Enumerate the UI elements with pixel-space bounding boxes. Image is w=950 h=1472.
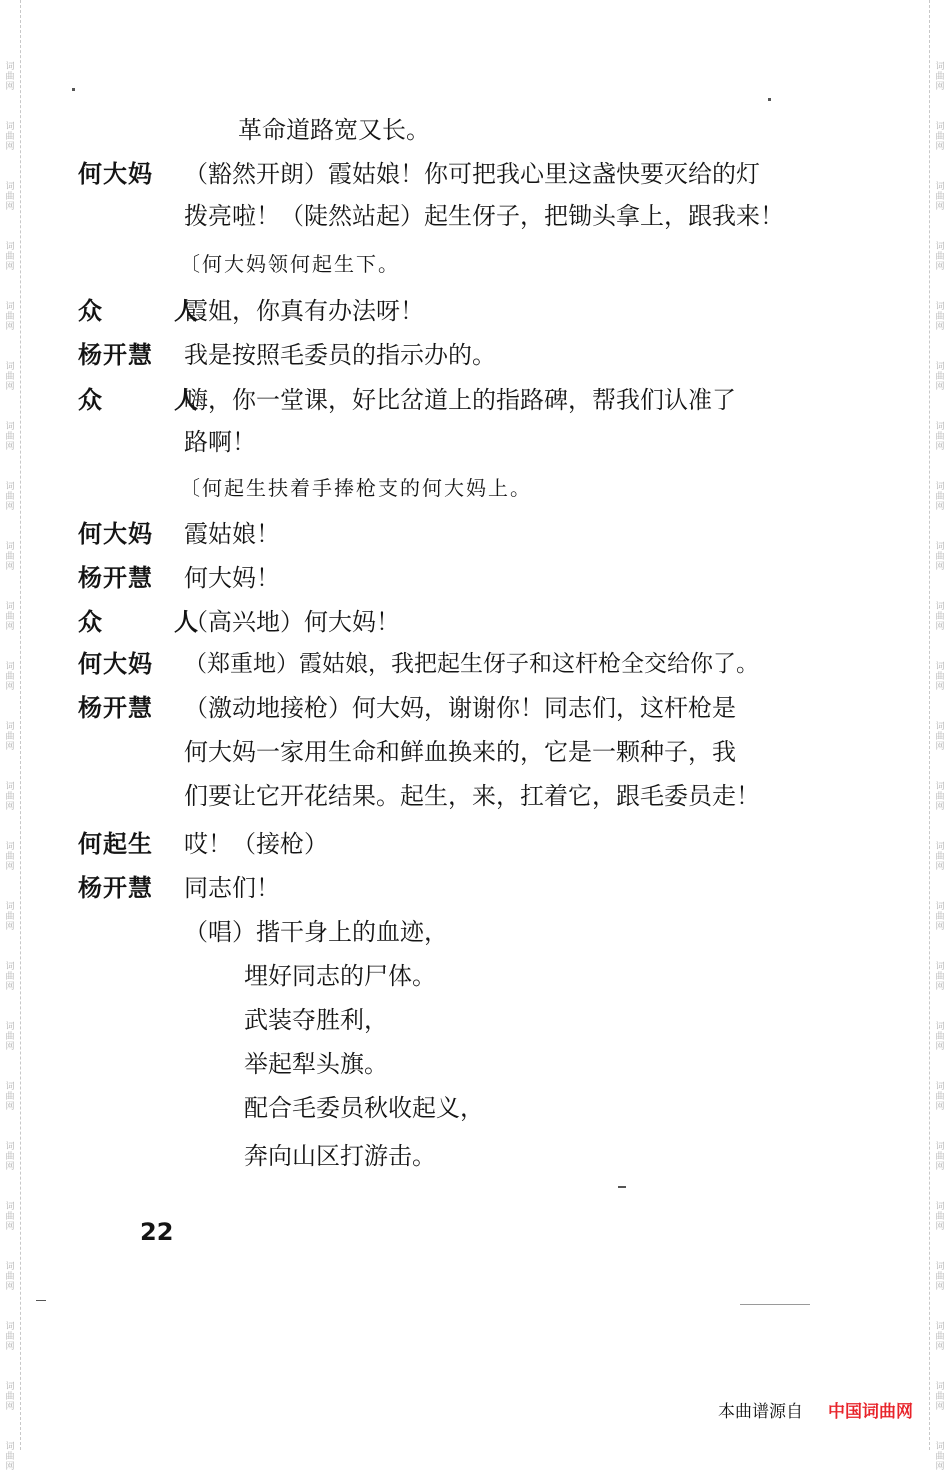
watermark-text: 词曲网 bbox=[5, 1082, 15, 1112]
speaker-name: 何起生 bbox=[78, 830, 153, 858]
dialogue-line bbox=[0, 866, 950, 910]
speaker-name: 何大妈 bbox=[78, 160, 153, 188]
song-verse: 配合毛委员秋收起义， bbox=[244, 1094, 484, 1122]
watermark-text: 词曲网 bbox=[5, 1262, 15, 1292]
speaker-name: 杨开慧 bbox=[78, 341, 153, 369]
song-verse-line bbox=[0, 1134, 950, 1178]
watermark-text: 词曲网 bbox=[5, 782, 15, 812]
watermark-text: 词曲网 bbox=[935, 182, 945, 212]
watermark-text: 词曲网 bbox=[935, 1022, 945, 1052]
dialogue-line bbox=[0, 556, 950, 600]
song-verse-line bbox=[0, 998, 950, 1042]
watermark-text: 词曲网 bbox=[5, 362, 15, 392]
watermark-text: 词曲网 bbox=[935, 242, 945, 272]
watermark-text: 词曲网 bbox=[5, 182, 15, 212]
dialogue-text: （豁然开朗）霞姑娘！你可把我心里这盏快要灭给的灯 bbox=[184, 160, 760, 188]
dialogue-text: 霞姑娘！ bbox=[184, 520, 280, 548]
song-cue: （唱）揩干身上的血迹， bbox=[184, 918, 448, 946]
dialogue-line bbox=[0, 822, 950, 866]
song-verse: 武装夺胜利， bbox=[244, 1006, 388, 1034]
song-verse-line bbox=[0, 1086, 950, 1130]
watermark-text: 词曲网 bbox=[935, 1442, 945, 1472]
watermark-text: 词曲网 bbox=[935, 1382, 945, 1412]
song-verse: 举起犁头旗。 bbox=[244, 1050, 388, 1078]
watermark-text: 词曲网 bbox=[5, 602, 15, 632]
dialogue-line bbox=[0, 686, 950, 730]
watermark-text: 词曲网 bbox=[5, 62, 15, 92]
dialogue-text: 何大妈！ bbox=[184, 564, 280, 592]
speaker-name: 众 人 bbox=[78, 386, 222, 414]
stage-direction bbox=[0, 466, 950, 510]
source-site-link[interactable]: 中国词曲网 bbox=[828, 1402, 913, 1422]
dialogue-text: 拨亮啦！（陡然站起）起生伢子，把锄头拿上，跟我来！ bbox=[184, 202, 784, 230]
watermark-text: 词曲网 bbox=[935, 482, 945, 512]
dialogue-text: 我是按照毛委员的指示办的。 bbox=[184, 341, 496, 369]
dialogue-text: 哎！（接枪） bbox=[184, 830, 328, 858]
stage-direction bbox=[0, 242, 950, 286]
watermark-text: 词曲网 bbox=[935, 1142, 945, 1172]
watermark-text: 词曲网 bbox=[935, 722, 945, 752]
speaker-name: 杨开慧 bbox=[78, 874, 153, 902]
dialogue-line bbox=[0, 420, 950, 464]
watermark-text: 词曲网 bbox=[935, 362, 945, 392]
dialogue-text: （郑重地）霞姑娘，我把起生伢子和这杆枪全交给你了。 bbox=[184, 651, 759, 677]
speaker-name: 杨开慧 bbox=[78, 694, 153, 722]
watermark-text: 词曲网 bbox=[5, 1382, 15, 1412]
watermark-text: 词曲网 bbox=[935, 542, 945, 572]
print-speck bbox=[36, 1300, 46, 1301]
speaker-name: 众 人 bbox=[78, 608, 222, 636]
source-note: 本曲谱源自 bbox=[718, 1402, 803, 1422]
song-verse: 奔向山区打游击。 bbox=[244, 1142, 436, 1170]
watermark-text: 词曲网 bbox=[5, 962, 15, 992]
dialogue-text: （激动地接枪）何大妈，谢谢你！同志们，这杆枪是 bbox=[184, 694, 736, 722]
watermark-text: 词曲网 bbox=[5, 842, 15, 872]
watermark-text: 词曲网 bbox=[5, 1022, 15, 1052]
dialogue-text: 嗨，你一堂课，好比岔道上的指路碑，帮我们认准了 bbox=[184, 386, 736, 414]
watermark-text: 词曲网 bbox=[5, 1442, 15, 1472]
song-verse: 埋好同志的尸体。 bbox=[244, 962, 436, 990]
dialogue-line bbox=[0, 730, 950, 774]
watermark-text: 词曲网 bbox=[935, 962, 945, 992]
print-speck bbox=[618, 1186, 626, 1188]
watermark-text: 词曲网 bbox=[5, 422, 15, 452]
watermark-text: 词曲网 bbox=[5, 902, 15, 932]
watermark-text: 词曲网 bbox=[935, 782, 945, 812]
dialogue-line bbox=[0, 289, 950, 333]
song-verse-line bbox=[0, 954, 950, 998]
dialogue-text: 何大妈一家用生命和鲜血换来的，它是一颗种子，我 bbox=[184, 738, 736, 766]
print-speck bbox=[740, 1304, 810, 1305]
dialogue-line bbox=[0, 152, 950, 196]
song-cue-line bbox=[0, 910, 950, 954]
song-verse-line bbox=[0, 1042, 950, 1086]
watermark-text: 词曲网 bbox=[935, 1322, 945, 1352]
dialogue-text: 路啊！ bbox=[184, 428, 256, 456]
print-speck bbox=[72, 88, 75, 91]
dialogue-text: （高兴地）何大妈！ bbox=[184, 608, 400, 636]
watermark-text: 词曲网 bbox=[935, 1202, 945, 1232]
watermark-text: 词曲网 bbox=[5, 242, 15, 272]
watermark-text: 词曲网 bbox=[5, 482, 15, 512]
watermark-text: 词曲网 bbox=[5, 542, 15, 572]
watermark-text: 词曲网 bbox=[935, 422, 945, 452]
verse-line bbox=[0, 108, 950, 152]
dialogue-text: 们要让它开花结果。起生，来，扛着它，跟毛委员走！ bbox=[184, 782, 760, 810]
watermark-text: 词曲网 bbox=[5, 1142, 15, 1172]
print-speck bbox=[768, 98, 771, 101]
watermark-text: 词曲网 bbox=[935, 842, 945, 872]
watermark-text: 词曲网 bbox=[935, 902, 945, 932]
stage-direction-text: 〔何起生扶着手捧枪支的何大妈上。 bbox=[180, 476, 532, 500]
watermark-text: 词曲网 bbox=[935, 62, 945, 92]
opening-verse: 革命道路宽又长。 bbox=[238, 116, 430, 144]
watermark-text: 词曲网 bbox=[935, 602, 945, 632]
dialogue-line bbox=[0, 333, 950, 377]
dialogue-text: 同志们！ bbox=[184, 874, 280, 902]
watermark-text: 词曲网 bbox=[935, 1082, 945, 1112]
dialogue-text: 霞姐，你真有办法呀！ bbox=[184, 297, 424, 325]
dialogue-line bbox=[0, 774, 950, 818]
dialogue-line bbox=[0, 194, 950, 238]
dialogue-line bbox=[0, 378, 950, 422]
speaker-name: 众 人 bbox=[78, 297, 222, 325]
watermark-text: 词曲网 bbox=[935, 302, 945, 332]
watermark-text: 词曲网 bbox=[5, 662, 15, 692]
speaker-name: 何大妈 bbox=[78, 520, 153, 548]
watermark-text: 词曲网 bbox=[5, 302, 15, 332]
page-number: 22 bbox=[140, 1218, 174, 1246]
watermark-text: 词曲网 bbox=[5, 1322, 15, 1352]
dialogue-line bbox=[0, 512, 950, 556]
speaker-name: 杨开慧 bbox=[78, 564, 153, 592]
dialogue-line bbox=[0, 600, 950, 644]
watermark-text: 词曲网 bbox=[5, 1202, 15, 1232]
watermark-text: 词曲网 bbox=[935, 122, 945, 152]
watermark-text: 词曲网 bbox=[935, 1262, 945, 1292]
watermark-text: 词曲网 bbox=[935, 662, 945, 692]
stage-direction-text: 〔何大妈领何起生下。 bbox=[180, 252, 400, 276]
watermark-text: 词曲网 bbox=[5, 122, 15, 152]
watermark-text: 词曲网 bbox=[5, 722, 15, 752]
speaker-name: 何大妈 bbox=[78, 650, 153, 678]
dialogue-line bbox=[0, 642, 950, 686]
